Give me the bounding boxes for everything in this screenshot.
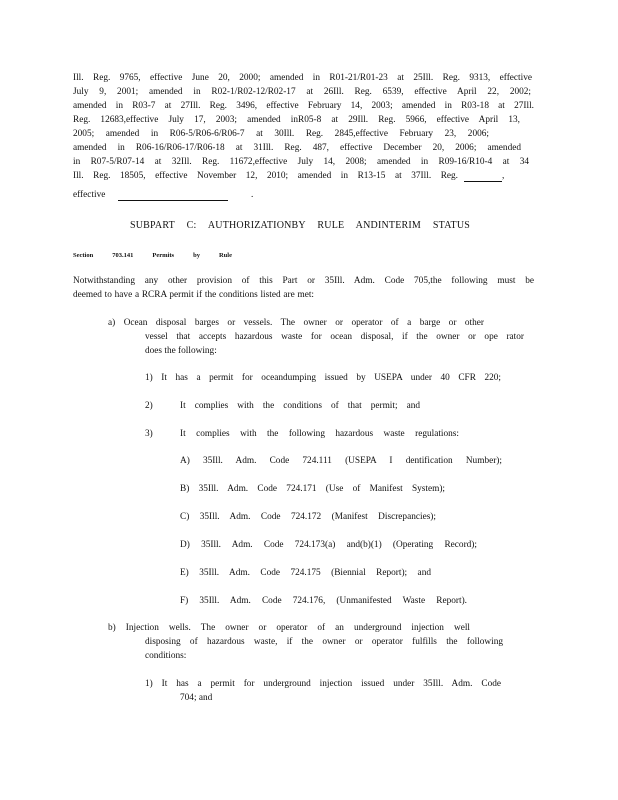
- history-line: July 9, 2001; amended in R02-1/R02-12/R02-17 at 26Ill. Reg. 6539, effective April 22, 2002;: [73, 87, 531, 97]
- history-line: Ill. Reg. 9765, effective June 20, 2000; amended in R01-21/R01-23 at 25Ill. Reg. 9313, effective: [73, 73, 532, 83]
- regulation-item: E) 35Ill. Adm. Code 724.175 (Biennial Report); and: [180, 568, 431, 578]
- item-a-sub-2-text: It complies with the conditions of that permit; and: [180, 401, 420, 411]
- regulation-item: B) 35Ill. Adm. Code 724.171 (Use of Manifest System);: [180, 484, 445, 494]
- effective-label: effective: [73, 190, 106, 200]
- item-b-line: b) Injection wells. The owner or operator of an underground injection well: [108, 623, 470, 633]
- regulation-item: C) 35Ill. Adm. Code 724.172 (Manifest Discrepancies);: [180, 512, 436, 522]
- section-number: Section 703.141: [73, 252, 134, 259]
- history-line: 2005; amended in R06-5/R06-6/R06-7 at 30Ill. Reg. 2845,effective February 23, 2006;: [73, 129, 489, 139]
- regulation-item: F) 35Ill. Adm. Code 724.176, (Unmanifested Waste Report).: [180, 596, 467, 606]
- item-b-line: conditions:: [145, 651, 187, 661]
- item-a-sub-1: 1) It has a permit for oceandumping issued by USEPA under 40 CFR 220;: [145, 373, 501, 383]
- item-a-sub-3-text: It complies with the following hazardous waste regulations:: [180, 429, 459, 439]
- regulation-item: A) 35Ill. Adm. Code 724.111 (USEPA I dentification Number);: [180, 456, 502, 466]
- regulation-item: D) 35Ill. Adm. Code 724.173(a) and(b)(1) (Operating Record);: [180, 540, 477, 550]
- history-last-comma: ,: [502, 171, 505, 181]
- history-line: Ill. Reg. 18505, effective November 12, 2010; amended in R13-15 at 37Ill. Reg.: [73, 171, 458, 181]
- subpart-heading: SUBPART C: AUTHORIZATIONBY RULE ANDINTERIM STATUS: [130, 220, 470, 231]
- item-b-line: disposing of hazardous waste, if the owner or operator fulfills the following: [145, 637, 503, 647]
- item-b-sub-1: 1) It has a permit for underground injection issued under 35Ill. Adm. Code: [145, 679, 501, 689]
- item-a-sub-2-number: 2): [145, 401, 153, 411]
- intro-line: deemed to have a RCRA permit if the conditions listed are met:: [73, 290, 314, 300]
- blank-register-page: [464, 181, 502, 182]
- history-line: Reg. 12683,effective July 17, 2003; amended inR05-8 at 29Ill. Reg. 5966, effective April 13,: [73, 115, 520, 125]
- section-heading: [73, 250, 232, 261]
- item-b-sub-1-cont: 704; and: [180, 693, 213, 703]
- history-line: amended in R03-7 at 27Ill. Reg. 3496, effective February 14, 2003; amended in R03-18 at 27Ill.: [73, 101, 534, 111]
- history-line: in R07-5/R07-14 at 32Ill. Reg. 11672,effective July 14, 2008; amended in R09-16/R10-4 at 34: [73, 157, 529, 167]
- blank-effective-date: [118, 200, 228, 201]
- section-title: Permits by Rule: [152, 252, 232, 259]
- item-a-sub-3-number: 3): [145, 429, 153, 439]
- item-a-line: does the following:: [145, 346, 217, 356]
- item-a-line: a) Ocean disposal barges or vessels. The owner or operator of a barge or other: [108, 318, 484, 328]
- effective-period: .: [251, 190, 254, 200]
- history-line: amended in R06-16/R06-17/R06-18 at 31Ill. Reg. 487, effective December 20, 2006; amended: [73, 143, 521, 153]
- intro-line: Notwithstanding any other provision of this Part or 35Ill. Adm. Code 705,the following must be: [73, 276, 534, 286]
- item-a-line: vessel that accepts hazardous waste for ocean disposal, if the owner or ope rator: [145, 332, 524, 342]
